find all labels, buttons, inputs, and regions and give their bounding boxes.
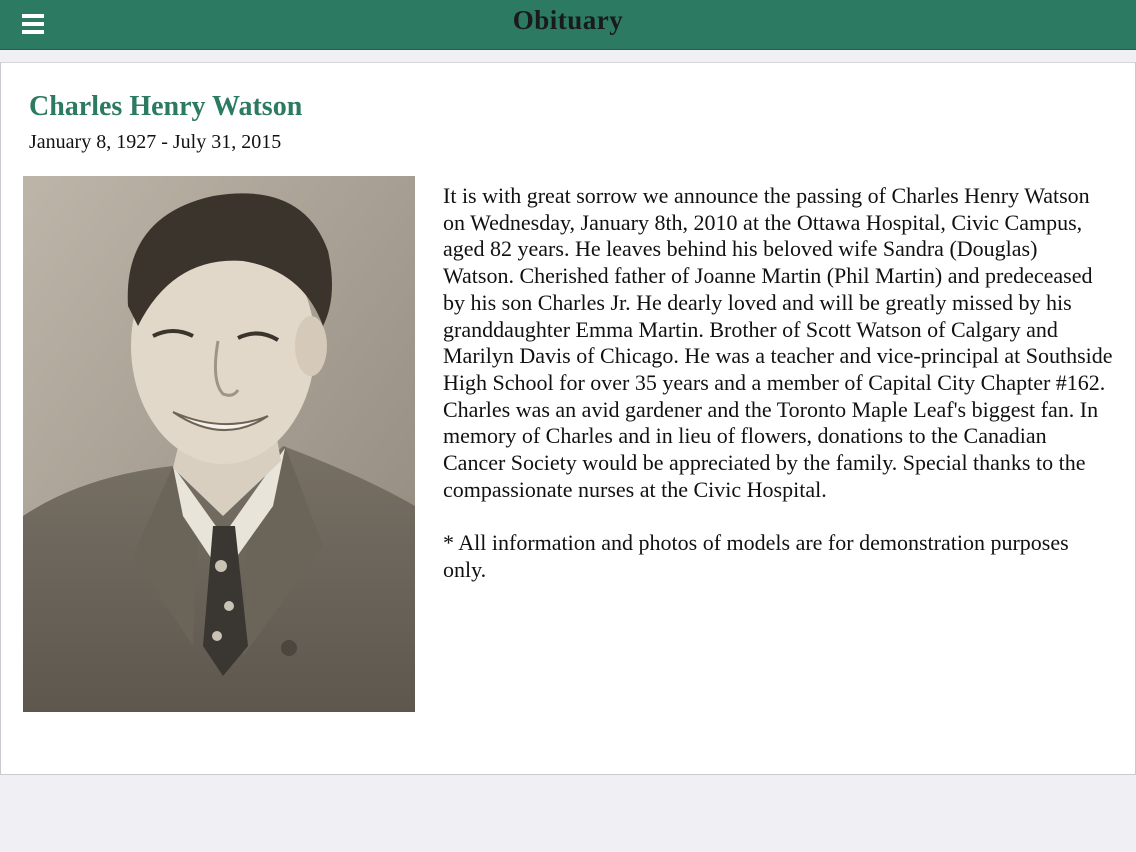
disclaimer-paragraph: * All information and photos of models are for demonstration purposes only. xyxy=(443,530,1069,582)
life-dates: January 8, 1927 - July 31, 2015 xyxy=(29,131,282,153)
obituary-paragraph: It is with great sorrow we announce the passing of Charles Henry Watson on Wednesday, January 8th, 2010 at the Ottawa Hospital, Civic Campus, aged 82 years. He leaves behind his beloved wife Sandra (Douglas) Watson. Cherished father of Joanne Martin (Phil Martin) and predeceased by his son Charles Jr. He dearly loved and will be greatly missed by his granddaughter Emma Martin. Brother of Scott Watson of Calgary and Marilyn Davis of Chicago. He was a teacher and vice-principal at Southside High School for over 35 years and a member of Capital City Chapter #162. Charles was an avid gardener and the Toronto Maple Leaf's biggest fan. In memory of Charles and in lieu of flowers, donations to the Canadian Cancer Society would be appreciated by the family. Special thanks to the compassionate nurses at the Civic Hospital. xyxy=(443,183,1113,502)
obituary-panel xyxy=(0,62,1136,775)
page-title: Obituary xyxy=(512,5,624,35)
top-nav-bar xyxy=(0,0,1136,50)
obituary-text xyxy=(443,183,1113,584)
portrait-photo xyxy=(23,176,415,712)
portrait-photo-drawing xyxy=(23,176,415,712)
deceased-name: Charles Henry Watson xyxy=(29,91,303,122)
